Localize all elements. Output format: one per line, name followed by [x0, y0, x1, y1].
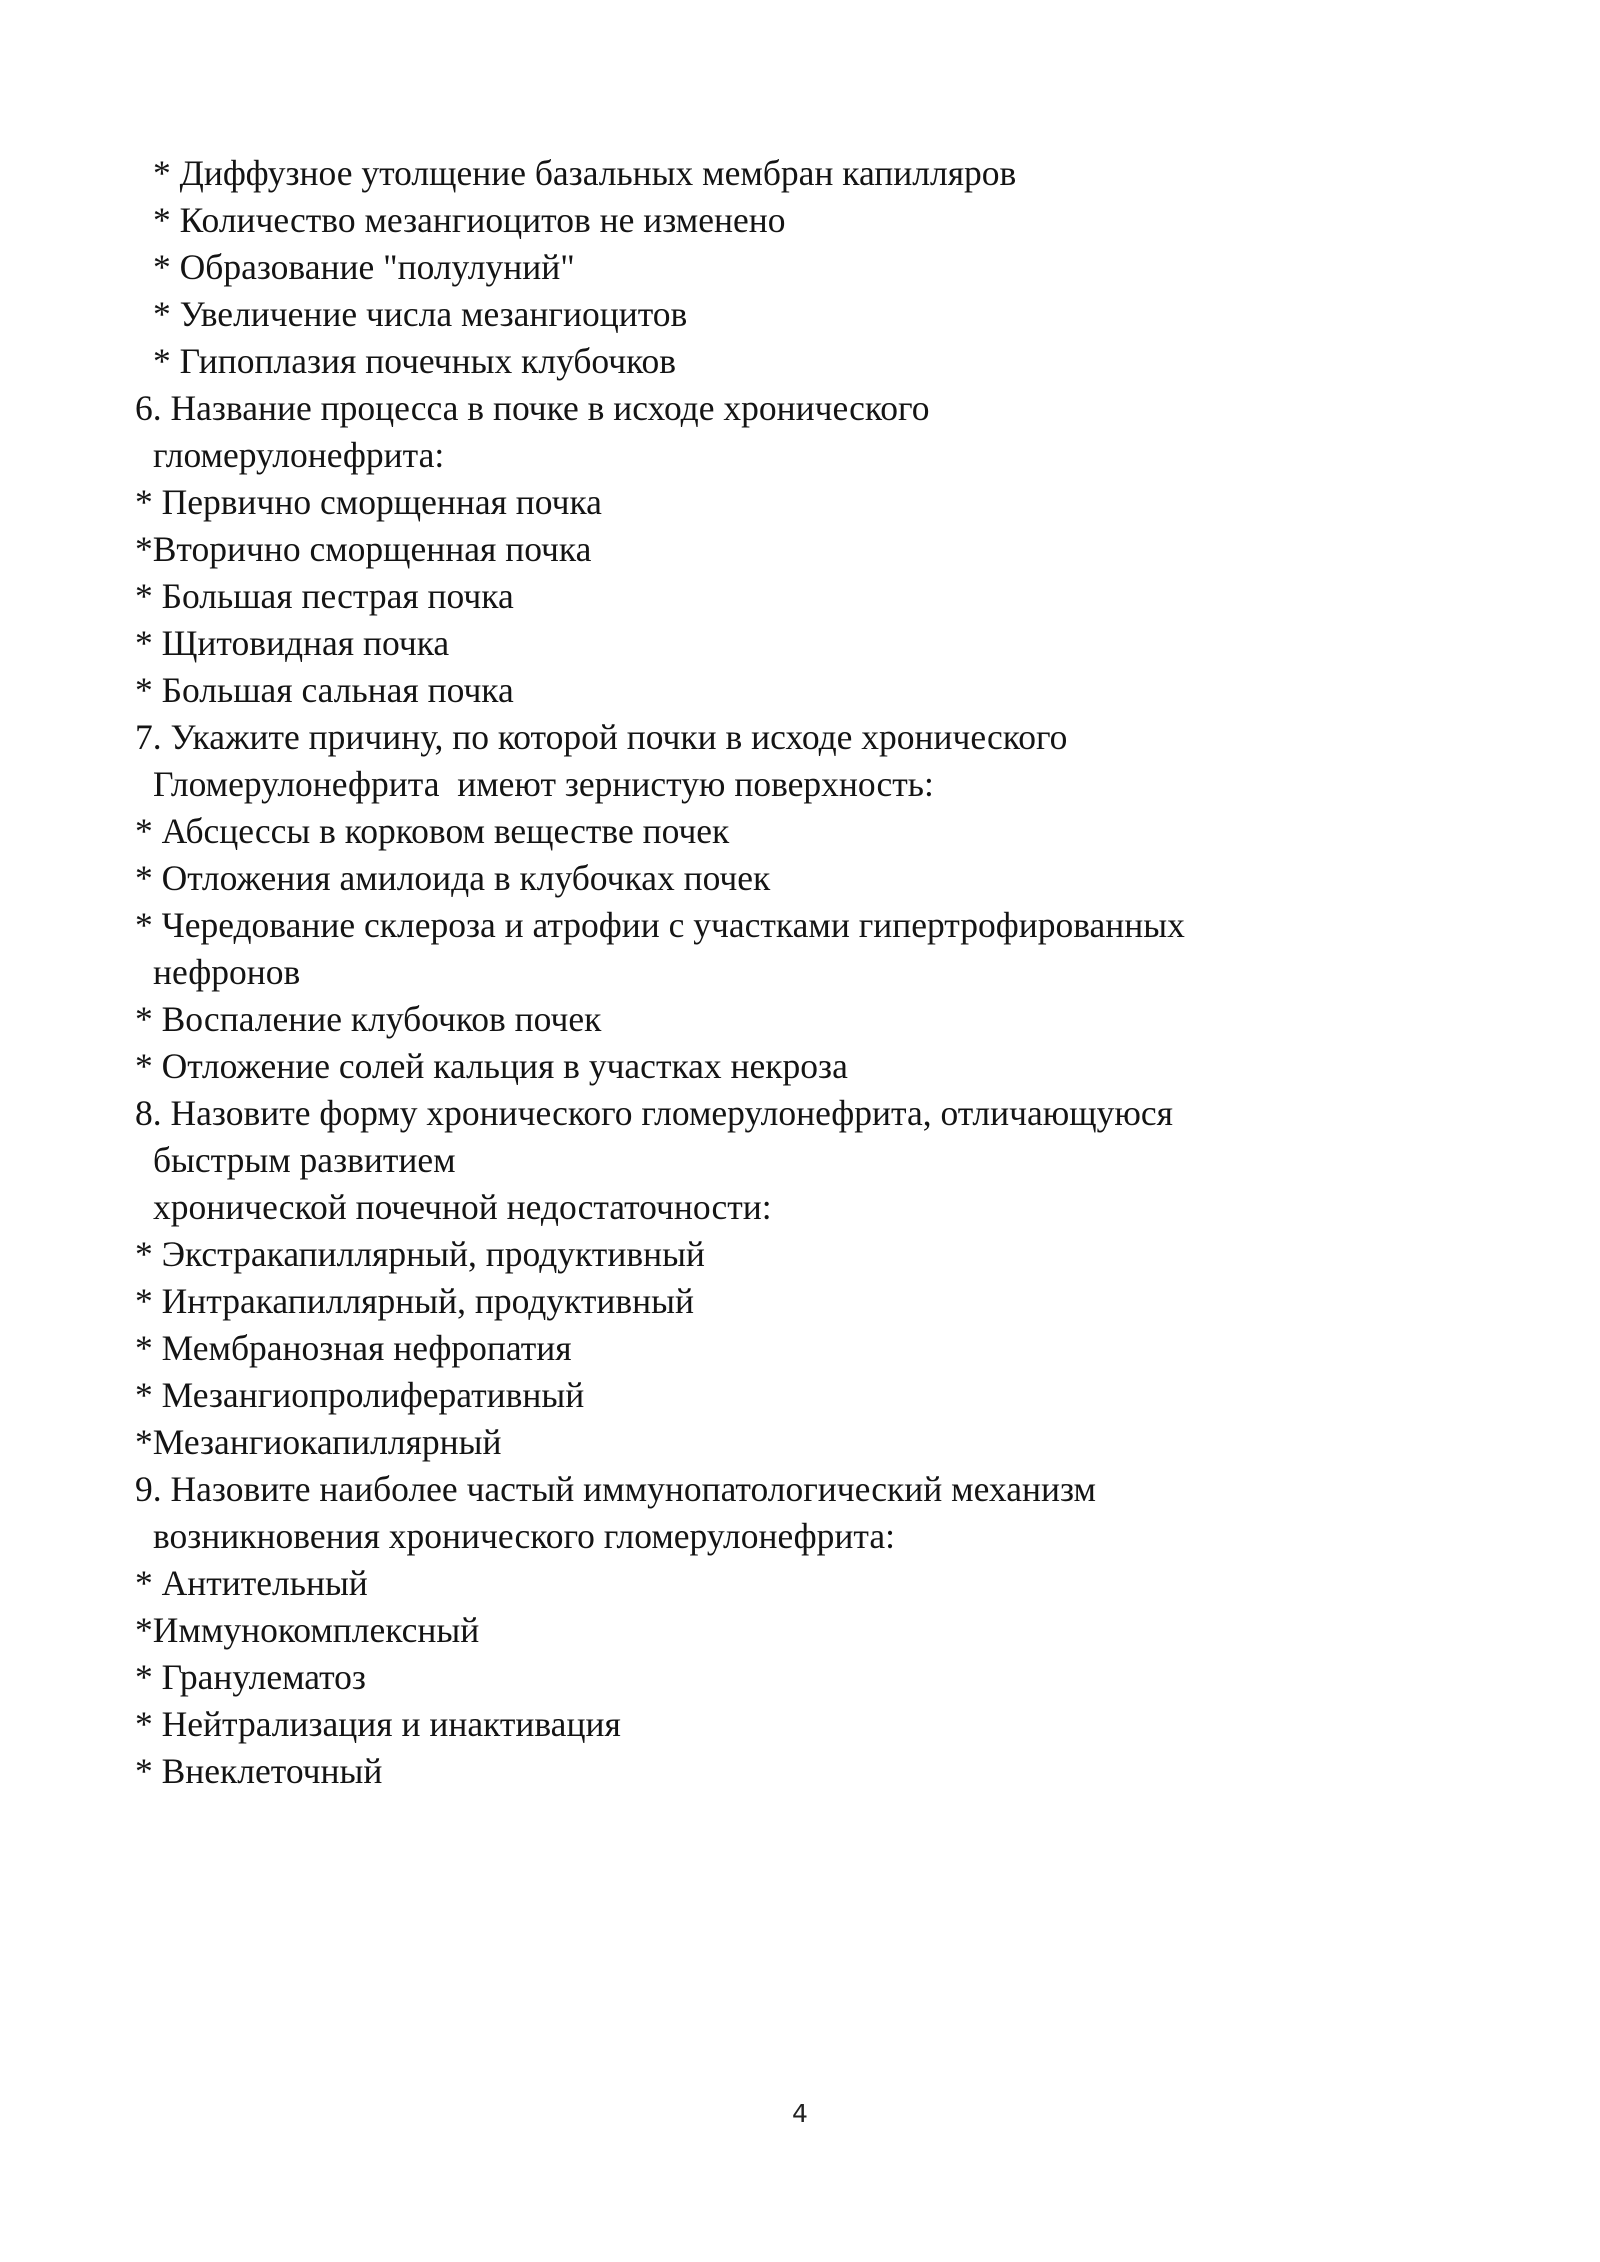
- answer-option: *Иммунокомплексный: [135, 1610, 480, 1650]
- answer-option: * Мезангиопролиферативный: [135, 1375, 585, 1415]
- document-body: [135, 150, 1485, 1795]
- answer-option: * Воспаление клубочков почек: [135, 999, 602, 1039]
- answer-option: * Мембранозная нефропатия: [135, 1328, 572, 1368]
- answer-option: * Щитовидная почка: [135, 623, 450, 663]
- question-7: 7. Укажите причину, по которой почки в исходе хронического: [135, 717, 1068, 757]
- question-9: 9. Назовите наиболее частый иммунопатологический механизм: [135, 1469, 1096, 1509]
- question-8-continuation: быстрым развитием: [153, 1140, 456, 1180]
- page-number: 4: [792, 2099, 808, 2128]
- answer-option: *Вторично сморщенная почка: [135, 529, 592, 569]
- answer-option: * Антительный: [135, 1563, 368, 1603]
- answer-option: * Внеклеточный: [135, 1751, 383, 1791]
- question-8-continuation: хронической почечной недостаточности:: [153, 1187, 772, 1227]
- answer-option: * Отложения амилоида в клубочках почек: [135, 858, 771, 898]
- answer-option: * Первично сморщенная почка: [135, 482, 602, 522]
- answer-option: * Большая пестрая почка: [135, 576, 514, 616]
- answer-option: * Гранулематоз: [135, 1657, 366, 1697]
- answer-option: * Интракапиллярный, продуктивный: [135, 1281, 695, 1321]
- answer-option: * Гипоплазия почечных клубочков: [153, 341, 677, 381]
- answer-option: * Количество мезангиоцитов не изменено: [153, 200, 786, 240]
- answer-option: *Мезангиокапиллярный: [135, 1422, 502, 1462]
- answer-option: * Чередование склероза и атрофии с участками гипертрофированных: [135, 905, 1185, 945]
- answer-option: * Образование "полулуний": [153, 247, 575, 287]
- question-8: 8. Назовите форму хронического гломерулонефрита, отличающуюся: [135, 1093, 1173, 1133]
- question-9-continuation: возникновения хронического гломерулонефрита:: [153, 1516, 895, 1556]
- question-6: 6. Название процесса в почке в исходе хронического: [135, 388, 930, 428]
- answer-option: * Диффузное утолщение базальных мембран капилляров: [153, 153, 1017, 193]
- question-6-continuation: гломерулонефрита:: [153, 435, 445, 475]
- answer-option: * Нейтрализация и инактивация: [135, 1704, 621, 1744]
- question-7-continuation: Гломерулонефрита имеют зернистую поверхность:: [153, 764, 934, 804]
- answer-option: * Абсцессы в корковом веществе почек: [135, 811, 730, 851]
- answer-option: * Экстракапиллярный, продуктивный: [135, 1234, 705, 1274]
- answer-option-continuation: нефронов: [153, 952, 301, 992]
- answer-option: * Увеличение числа мезангиоцитов: [153, 294, 688, 334]
- answer-option: * Отложение солей кальция в участках некроза: [135, 1046, 848, 1086]
- answer-option: * Большая сальная почка: [135, 670, 514, 710]
